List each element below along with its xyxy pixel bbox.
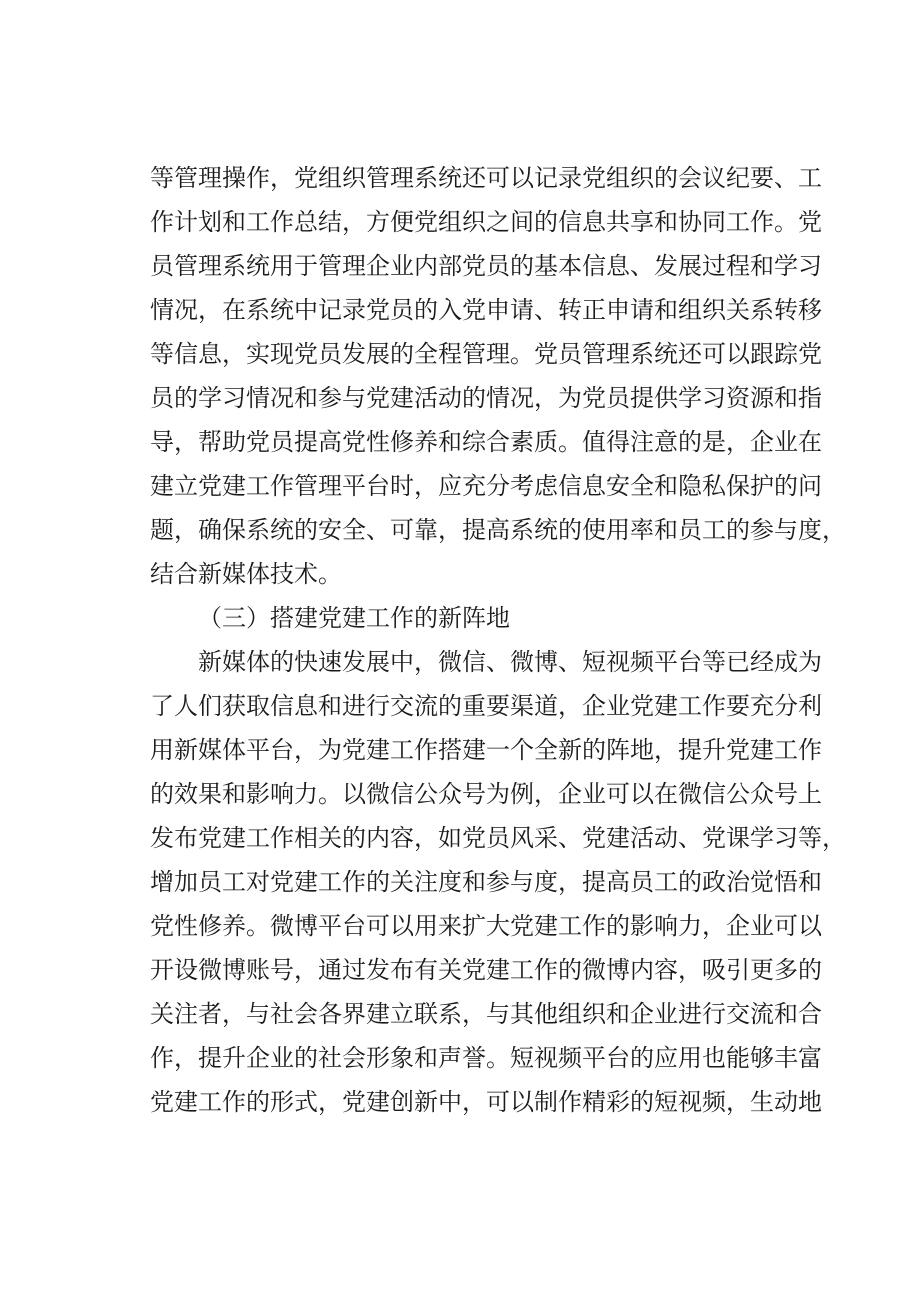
text-line: 等信息，实现党员发展的全程管理。党员管理系统还可以跟踪党 (150, 340, 822, 368)
text-line: 作，提升企业的社会形象和声誉。短视频平台的应用也能够丰富 (150, 1044, 822, 1072)
text-line: 导，帮助党员提高党性修养和综合素质。值得注意的是，企业在 (150, 428, 822, 456)
text-line: 党性修养。微博平台可以用来扩大党建工作的影响力，企业可以 (150, 912, 822, 940)
text-line: 题，确保系统的安全、可靠，提高系统的使用率和员工的参与度， (150, 516, 846, 544)
section-heading: （三）搭建党建工作的新阵地 (198, 604, 510, 632)
text-line: 发布党建工作相关的内容，如党员风采、党建活动、党课学习等， (150, 824, 846, 852)
text-line: 开设微博账号，通过发布有关党建工作的微博内容，吸引更多的 (150, 956, 822, 984)
text-line: 党建工作的形式，党建创新中，可以制作精彩的短视频，生动地 (150, 1088, 822, 1116)
text-line: 关注者，与社会各界建立联系，与其他组织和企业进行交流和合 (150, 1000, 822, 1028)
text-line: 了人们获取信息和进行交流的重要渠道，企业党建工作要充分利 (150, 692, 822, 720)
text-line: 员的学习情况和参与党建活动的情况，为党员提供学习资源和指 (150, 384, 822, 412)
text-line: 员管理系统用于管理企业内部党员的基本信息、发展过程和学习 (150, 252, 822, 280)
text-line: 新媒体的快速发展中，微信、微博、短视频平台等已经成为 (198, 648, 822, 676)
text-line: 作计划和工作总结，方便党组织之间的信息共享和协同工作。党 (150, 208, 822, 236)
text-line: 情况，在系统中记录党员的入党申请、转正申请和组织关系转移 (150, 296, 822, 324)
text-line: 等管理操作，党组织管理系统还可以记录党组织的会议纪要、工 (150, 164, 822, 192)
text-line: 的效果和影响力。以微信公众号为例，企业可以在微信公众号上 (150, 780, 822, 808)
text-line: 建立党建工作管理平台时，应充分考虑信息安全和隐私保护的问 (150, 472, 822, 500)
text-line: 用新媒体平台，为党建工作搭建一个全新的阵地，提升党建工作 (150, 736, 822, 764)
text-line: 增加员工对党建工作的关注度和参与度，提高员工的政治觉悟和 (150, 868, 822, 896)
text-line: 结合新媒体技术。 (150, 560, 342, 588)
